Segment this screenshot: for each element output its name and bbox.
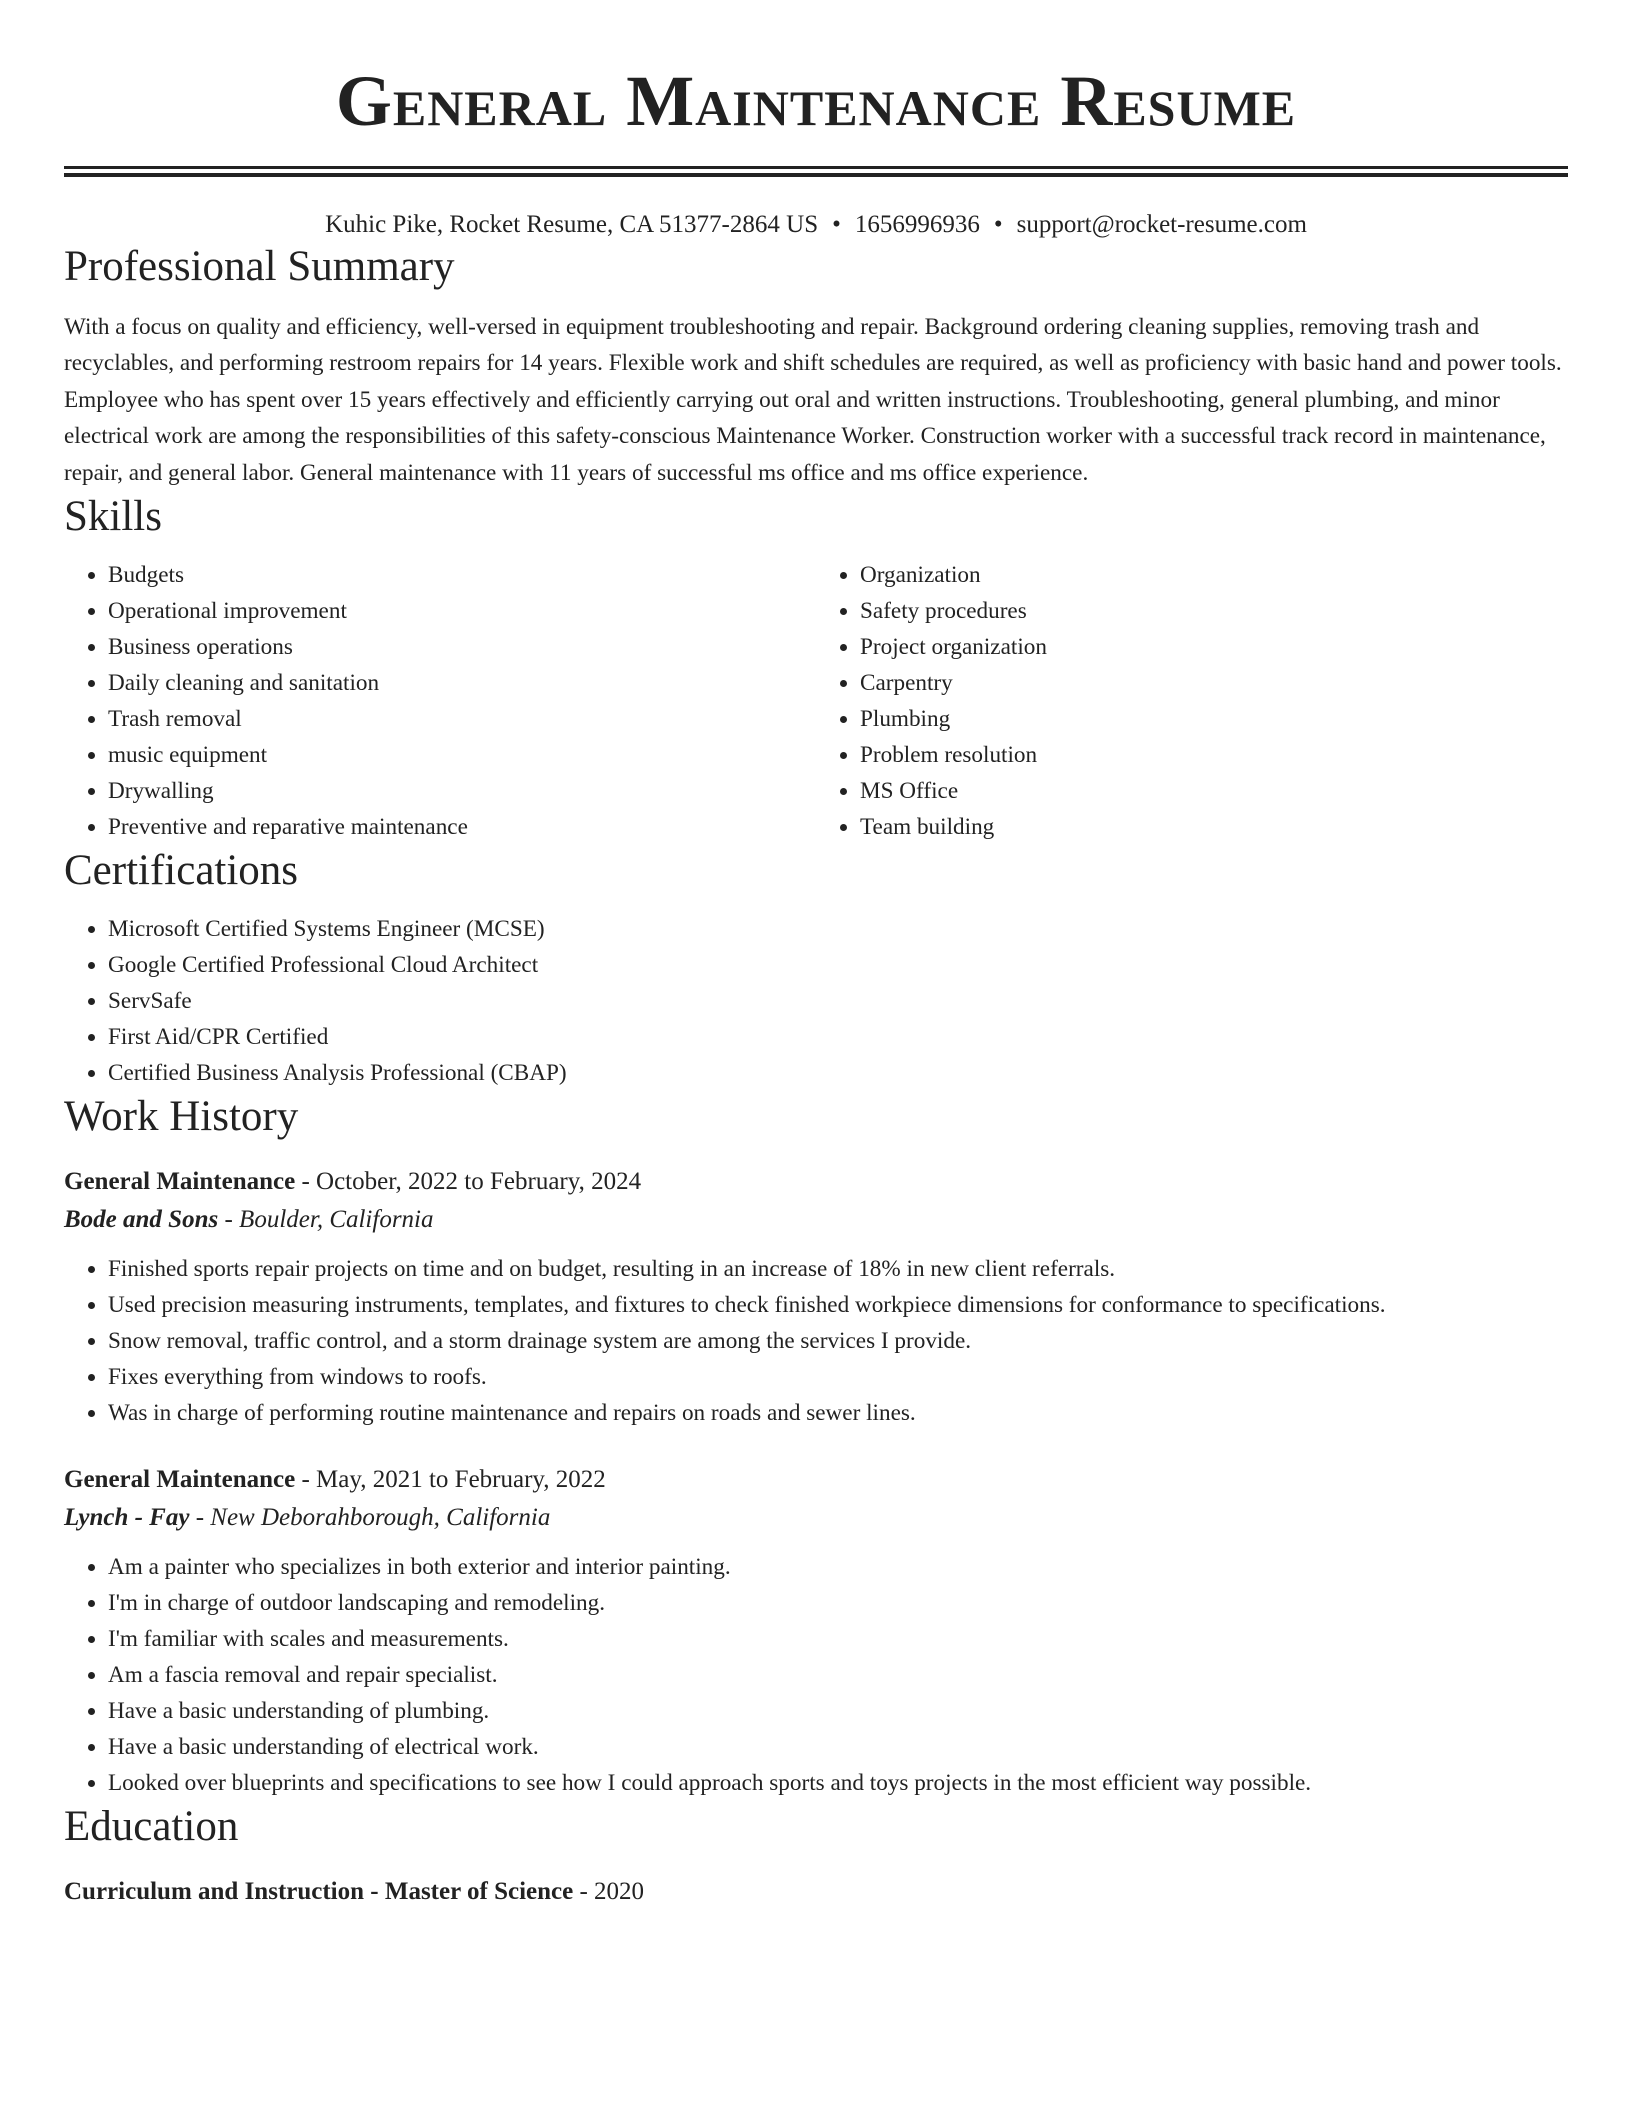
resume-page	[64, 0, 1568, 1911]
education-entry	[64, 1873, 1568, 1911]
job-title-line	[64, 1163, 1568, 1201]
job-bullet: • I'm in charge of outdoor landscaping and remodeling.	[108, 1585, 1568, 1621]
job-dates: - May, 2021 to February, 2022	[295, 1466, 606, 1494]
job-bullet: • Am a fascia removal and repair specialist.	[108, 1657, 1568, 1693]
section-heading-education: Education	[64, 1803, 239, 1851]
section-heading-summary: Professional Summary	[64, 243, 455, 290]
job-bullet: • Fixes everything from windows to roofs.	[108, 1359, 1568, 1395]
skill-item: • music equipment	[108, 737, 816, 773]
job-bullet: • Have a basic understanding of plumbing.	[108, 1693, 1568, 1729]
job-company: Lynch - Fay	[64, 1504, 190, 1532]
skill-item: • MS Office	[860, 773, 1568, 809]
skill-item: • Carpentry	[860, 665, 1568, 701]
skill-item: • Preventive and reparative maintenance	[108, 809, 816, 845]
job-company-line	[64, 1499, 1568, 1537]
section-heading-skills: Skills	[64, 493, 162, 541]
skill-item: • Drywalling	[108, 773, 816, 809]
section-heading-certifications: Certifications	[64, 847, 299, 895]
skill-item: • Daily cleaning and sanitation	[108, 665, 816, 701]
skill-item: • Team building	[860, 809, 1568, 845]
certification-item: • ServSafe	[108, 983, 1568, 1019]
skills-list-right	[816, 557, 1568, 845]
skills-grid	[64, 557, 1568, 845]
skill-item: • Project organization	[860, 629, 1568, 665]
section-heading-work-history: Work History	[64, 1093, 299, 1141]
certification-item: • First Aid/CPR Certified	[108, 1019, 1568, 1055]
job-bullets	[64, 1251, 1568, 1431]
job-bullet: • Used precision measuring instruments, templates, and fixtures to check finished workpiece dimensions for conformance to specifications.	[108, 1287, 1568, 1323]
contact-phone: 1656996936	[854, 211, 980, 238]
job-bullet: • Looked over blueprints and specifications to see how I could approach sports and toys projects in the most efficient way possible.	[108, 1765, 1568, 1801]
page-title: General Maintenance Resume	[335, 61, 1297, 141]
job-bullets	[64, 1549, 1568, 1801]
job-bullet: • Have a basic understanding of electrical work.	[108, 1729, 1568, 1765]
job-entry	[64, 1461, 1568, 1801]
job-title: General Maintenance	[64, 1466, 296, 1494]
skill-item: • Budgets	[108, 557, 816, 593]
education-year: - 2020	[573, 1878, 645, 1906]
job-entry	[64, 1163, 1568, 1431]
title-divider	[64, 166, 1568, 177]
education-degree: Curriculum and Instruction - Master of Science	[64, 1878, 574, 1906]
job-title-line	[64, 1461, 1568, 1499]
contact-address: Kuhic Pike, Rocket Resume, CA 51377-2864 US	[325, 211, 819, 238]
job-location: - Boulder, California	[218, 1206, 434, 1234]
skill-item: • Plumbing	[860, 701, 1568, 737]
job-company: Bode and Sons	[64, 1206, 219, 1234]
job-company-line	[64, 1201, 1568, 1239]
certification-item: • Certified Business Analysis Professional (CBAP)	[108, 1055, 1568, 1091]
contact-separator: •	[832, 211, 841, 238]
contact-separator: •	[993, 211, 1003, 238]
skill-item: • Trash removal	[108, 701, 816, 737]
skills-list-left	[64, 557, 816, 845]
job-bullet: • Was in charge of performing routine maintenance and repairs on roads and sewer lines.	[108, 1395, 1568, 1431]
job-location: - New Deborahborough, California	[189, 1504, 551, 1532]
skill-item: • Organization	[860, 557, 1568, 593]
contact-email: support@rocket-resume.com	[1016, 211, 1307, 238]
job-dates: - October, 2022 to February, 2024	[295, 1168, 642, 1196]
job-bullet: • Finished sports repair projects on time and on budget, resulting in an increase of 18% in new client referrals.	[108, 1251, 1568, 1287]
summary-text: With a focus on quality and efficiency, well-versed in equipment troubleshooting and repair. Background ordering cleaning supplies, removing trash and recyclables, and performing restroom repairs for 14 years. Flexible work and shift schedules are required, as well as proficiency with basic hand and power tools. Employee who has spent over 15 years effectively and efficiently carrying out oral and written instructions. Troubleshooting, general plumbing, and minor electrical work are among the responsibilities of this safety-conscious Maintenance Worker. Construction worker with a successful track record in maintenance, repair, and general labor. General maintenance with 11 years of successful ms office and ms office experience.	[64, 314, 1562, 486]
skill-item: • Operational improvement	[108, 593, 816, 629]
job-title: General Maintenance	[64, 1168, 296, 1196]
skill-item: • Problem resolution	[860, 737, 1568, 773]
job-bullet: • I'm familiar with scales and measurements.	[108, 1621, 1568, 1657]
certifications-list	[64, 911, 1568, 1091]
skill-item: • Safety procedures	[860, 593, 1568, 629]
certification-item: • Microsoft Certified Systems Engineer (MCSE)	[108, 911, 1568, 947]
certification-item: • Google Certified Professional Cloud Architect	[108, 947, 1568, 983]
job-bullet: • Am a painter who specializes in both exterior and interior painting.	[108, 1549, 1568, 1585]
job-bullet: • Snow removal, traffic control, and a storm drainage system are among the services I provide.	[108, 1323, 1568, 1359]
contact-line	[64, 209, 1568, 241]
skill-item: • Business operations	[108, 629, 816, 665]
